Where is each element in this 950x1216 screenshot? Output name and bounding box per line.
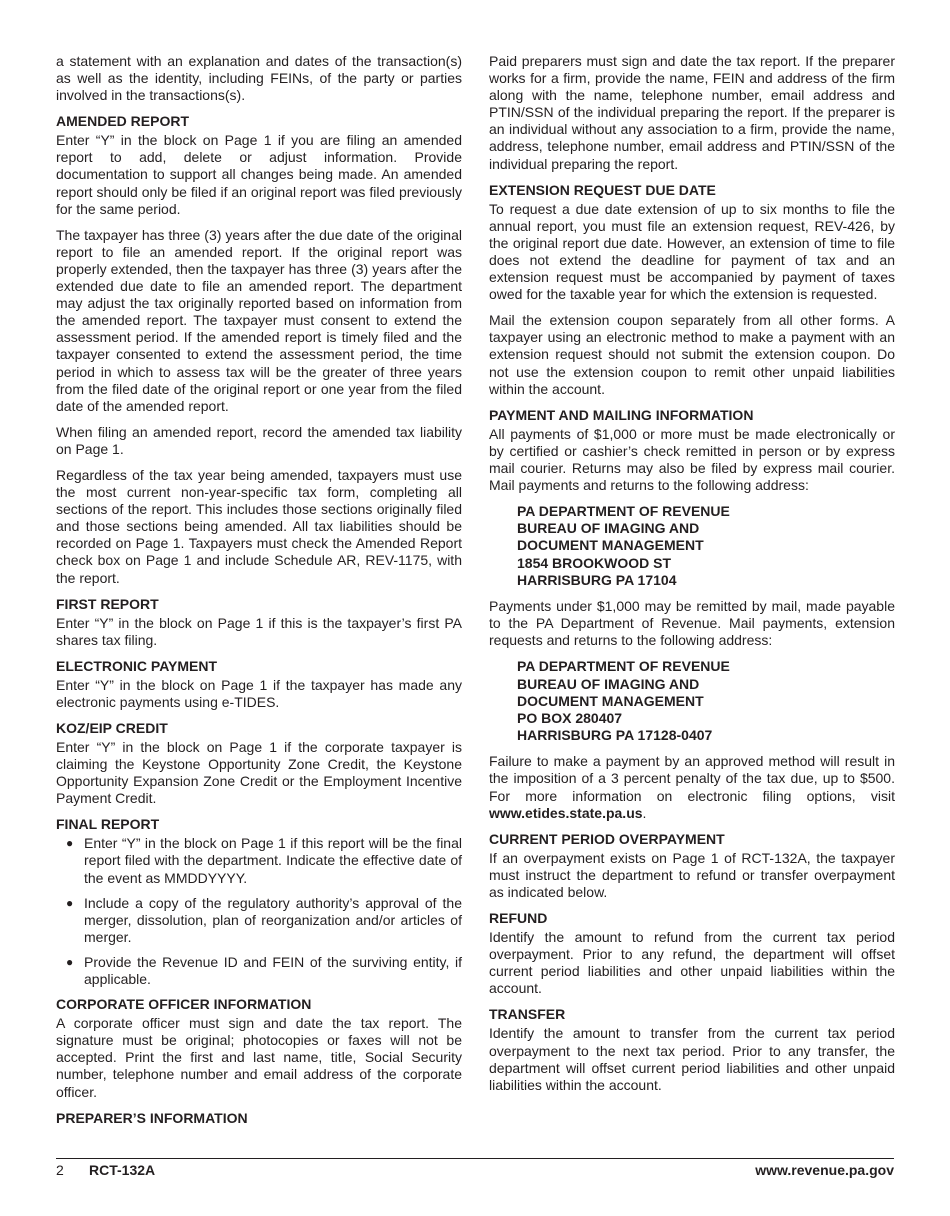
list-item-text: Provide the Revenue ID and FEIN of the surviving entity, if applicable. [84,953,462,988]
intro-paragraph: a statement with an explanation and dates of the transaction(s) as well as the identity, including FEINs, of the party or parties involved in the transactions(s). [56,53,462,104]
amended-report-heading: AMENDED REPORT [56,113,190,130]
address-line: HARRISBURG PA 17104 [517,571,677,588]
list-item [56,835,462,886]
amended-report-p3: When filing an amended report, record the amended tax liability on Page 1. [56,423,462,457]
address-line: 1854 BROOKWOOD ST [517,554,672,571]
first-report-p1: Enter “Y” in the block on Page 1 if this is the taxpayer’s first PA shares tax filing. [56,614,462,648]
penalty-text-end: . [642,804,647,821]
address-line: PO BOX 280407 [517,709,623,726]
payment-mailing-p3 [489,753,895,821]
current-period-overpayment-p1: If an overpayment exists on Page 1 of RCT-132A, the taxpayer must instruct the department to refund or transfer overpayment as indicated below. [489,849,895,900]
extension-request-p2: Mail the extension coupon separately from all other forms. A taxpayer using an electronic method to make a payment with an extension request should not submit the extension coupon. Do not use the extension coupon to remit other unpaid liabilities within the account. [489,312,895,397]
address-line: DOCUMENT MANAGEMENT [517,692,704,709]
payment-mailing-p2: Payments under $1,000 may be remitted by mail, made payable to the PA Department of Revenue. Mail payments, extension requests and returns to the following address: [489,598,895,649]
revenue-website-link[interactable]: www.revenue.pa.gov [755,1162,894,1178]
koz-eip-credit-heading: KOZ/EIP CREDIT [56,720,168,736]
list-item-text: Enter “Y” in the block on Page 1 if this report will be the final report filed with the department. Indicate the effective date of the event as MMDDYYYY. [84,835,462,886]
preparer-information-p1: Paid preparers must sign and date the tax report. If the preparer works for a firm, provide the name, FEIN and address of the firm along with the name, telephone number, email address and PTIN/SSN of the individual preparing the report. If the preparer is an individual without any association to a firm, provide the name, address, telephone number, email address and PTIN/SSN of the individual preparing the report. [489,53,895,172]
bullet-icon: ● [66,895,74,910]
extension-request-heading: EXTENSION REQUEST DUE DATE [489,181,716,198]
electronic-payment-heading: ELECTRONIC PAYMENT [56,657,218,674]
address-line: PA DEPARTMENT OF REVENUE [517,658,730,675]
corporate-officer-heading: CORPORATE OFFICER INFORMATION [56,996,312,1013]
address-line: BUREAU OF IMAGING AND [517,675,700,692]
mailing-address-express [517,503,895,589]
bullet-icon: ● [66,954,74,969]
amended-report-p2: The taxpayer has three (3) years after the due date of the original report to file an amended report. If the original report was properly extended, then the taxpayer has three (3) years after the extended due date to file an amended report. The department may adjust the tax originally reported based on information from the amended report. The taxpayer must consent to extend the assessment period. If the amended report is timely filed and the taxpayer consented to extend the assessment period, the time period in which to assess tax will be the greater of three years from the filed date of the original report or one year from the filed date of the amended report. [56,226,462,414]
amended-report-p1: Enter “Y” in the block on Page 1 if you are filing an amended report to add, delete or adjust information. Provide documentation to support all changes being made. An amended report should only be filed if an original report was filed previously for the same period. [56,132,462,217]
page-footer [56,1161,894,1179]
list-item [56,895,462,946]
etides-link[interactable]: www.etides.state.pa.us [489,804,643,821]
final-report-list [56,835,462,988]
footer-divider [56,1158,894,1159]
transfer-heading: TRANSFER [489,1006,566,1023]
corporate-officer-p1: A corporate officer must sign and date the tax report. The signature must be original; photocopies or faxes will not be accepted. Print the first and last name, title, Social Security number, telephone number and email address of the corporate officer. [56,1015,462,1100]
payment-mailing-heading: PAYMENT AND MAILING INFORMATION [489,406,754,423]
bullet-icon: ● [66,836,74,851]
transfer-p1: Identify the amount to transfer from the current tax period overpayment to the next tax period. Prior to any transfer, the department will offset current period liabilities and other unpaid liabilities within the account. [489,1025,895,1093]
address-line: PA DEPARTMENT OF REVENUE [517,503,730,520]
amended-report-p4: Regardless of the tax year being amended, taxpayers must use the most current non-year-specific tax form, completing all sections of the report. This includes those sections originally filed and those sections being amended. All tax liabilities should be recorded on Page 1. Taxpayers must check the Amended Report check box on Page 1 and include Schedule AR, REV-1175, with the report. [56,466,462,586]
preparer-information-heading: PREPARER’S INFORMATION [56,1109,248,1126]
final-report-heading: FINAL REPORT [56,816,160,833]
page-number: 2 [56,1162,64,1178]
address-line: BUREAU OF IMAGING AND [517,520,700,537]
right-column [489,53,895,1103]
electronic-payment-p1: Enter “Y” in the block on Page 1 if the taxpayer has made any electronic payments using e-TIDES. [56,676,462,710]
list-item [56,954,462,988]
first-report-heading: FIRST REPORT [56,595,159,612]
refund-p1: Identify the amount to refund from the current tax period overpayment. Prior to any refund, the department will offset current period liabilities and other unpaid liabilities within the account. [489,929,895,997]
address-line: DOCUMENT MANAGEMENT [517,537,704,554]
koz-eip-credit-p1: Enter “Y” in the block on Page 1 if the corporate taxpayer is claiming the Keystone Opportunity Zone Credit, the Keystone Opportunity Expansion Zone Credit or the Employment Incentive Payment Credit. [56,739,462,807]
address-line: HARRISBURG PA 17128-0407 [517,727,713,744]
list-item-text: Include a copy of the regulatory authority’s approval of the merger, dissolution, plan of reorganization and/or articles of merger. [84,894,462,945]
extension-request-p1: To request a due date extension of up to six months to file the annual report, you must file an extension request, REV-426, by the original report due date. However, an extension of time to file does not extend the deadline for payment of tax and an extension request must be accompanied by payment of taxes owed for the taxable year for which the extension is requested. [489,200,895,303]
form-id: RCT-132A [89,1162,156,1178]
mailing-address-po-box [517,658,895,744]
current-period-overpayment-heading: CURRENT PERIOD OVERPAYMENT [489,830,725,847]
refund-heading: REFUND [489,910,548,927]
penalty-text: Failure to make a payment by an approved method will result in the imposition of a 3 percent penalty of the tax due, up to $500. For more information on electronic filing options, visit [489,753,895,804]
payment-mailing-p1: All payments of $1,000 or more must be made electronically or by certified or cashier’s check remitted in person or by express mail courier. Returns may also be filed by express mail courier. Mail payments and returns to the following address: [489,425,895,493]
left-column [56,53,462,1129]
